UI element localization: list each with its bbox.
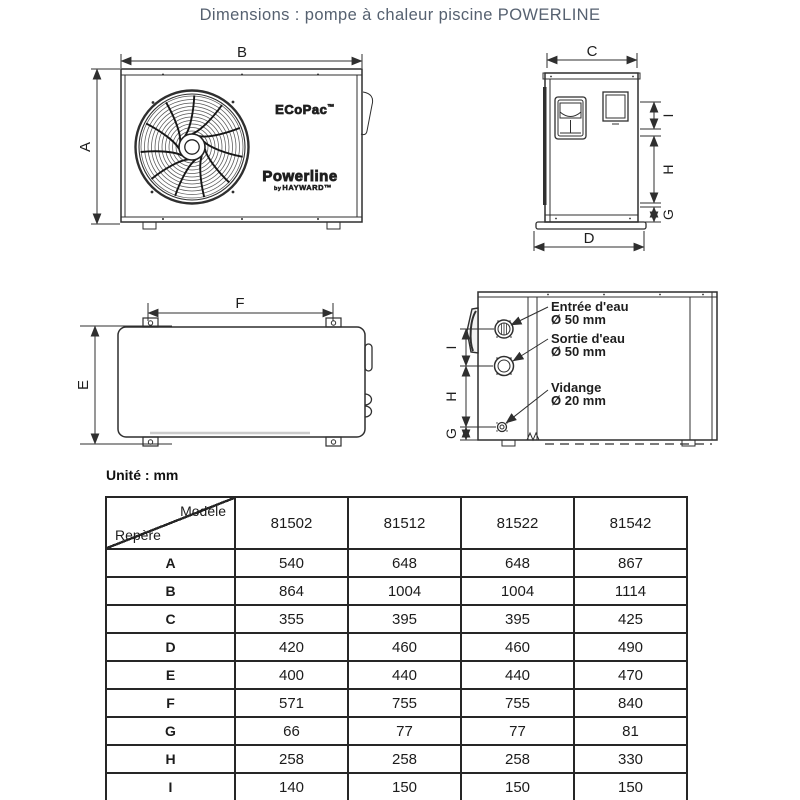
dimension-value: 460 — [461, 633, 574, 661]
side-right-dims — [640, 102, 676, 222]
model-header: 81512 — [348, 497, 461, 549]
dimension-value: 440 — [348, 661, 461, 689]
dimension-value: 355 — [235, 605, 348, 633]
table-row — [106, 661, 687, 689]
dimension-value: 150 — [348, 773, 461, 800]
dim-label-c: C — [586, 43, 598, 60]
dimension-value: 840 — [574, 689, 687, 717]
dim-label-i: I — [660, 113, 676, 118]
powerline-logo: Powerline — [262, 168, 338, 185]
table-row — [106, 577, 687, 605]
dimension-value: 395 — [461, 605, 574, 633]
dim-c — [547, 43, 637, 68]
dimension-value: 755 — [461, 689, 574, 717]
page-title: Dimensions : pompe à chaleur piscine POWERLINE — [199, 6, 601, 24]
control-panel — [555, 97, 586, 139]
repere-label: I — [106, 773, 235, 800]
dimension-value: 755 — [348, 689, 461, 717]
dim-label-h: H — [660, 164, 676, 175]
table-header-row — [106, 497, 687, 549]
drain-label: Vidange — [551, 380, 602, 395]
dim-label-g: G — [660, 209, 676, 220]
dimension-value: 81 — [574, 717, 687, 745]
back-foot-right — [682, 440, 695, 446]
dimensions-table — [105, 496, 688, 800]
side-window — [603, 92, 628, 124]
model-header: 81542 — [574, 497, 687, 549]
dimension-value: 571 — [235, 689, 348, 717]
dim-e — [75, 326, 172, 444]
dimension-value: 867 — [574, 549, 687, 577]
dimension-value: 470 — [574, 661, 687, 689]
table-row — [106, 773, 687, 800]
ecopac-logo — [275, 102, 335, 117]
hayward-logo — [274, 183, 332, 192]
dim-label-i: I — [443, 345, 459, 350]
dim-label-e: E — [75, 379, 92, 391]
repere-label: A — [106, 549, 235, 577]
back-foot-left — [502, 440, 515, 446]
top-body — [118, 318, 372, 446]
side-view-drawing — [500, 40, 685, 255]
dim-d — [534, 230, 644, 251]
table-row — [106, 605, 687, 633]
dimension-value: 440 — [461, 661, 574, 689]
dimension-value: 425 — [574, 605, 687, 633]
dim-label-h: H — [443, 391, 459, 402]
dimension-value: 258 — [235, 745, 348, 773]
drain-port — [496, 422, 507, 431]
dim-a — [77, 69, 120, 224]
dimension-value: 460 — [348, 633, 461, 661]
side-connectors — [365, 344, 372, 417]
model-header: 81522 — [461, 497, 574, 549]
dimension-value: 66 — [235, 717, 348, 745]
table-row — [106, 549, 687, 577]
repere-label: C — [106, 605, 235, 633]
table-row — [106, 633, 687, 661]
outlet-size: Ø 50 mm — [551, 344, 606, 359]
side-cabinet — [536, 73, 646, 229]
dimension-value: 420 — [235, 633, 348, 661]
dimension-value: 258 — [348, 745, 461, 773]
repere-label: E — [106, 661, 235, 689]
outlet-label: Sortie d'eau — [551, 331, 625, 346]
table-row — [106, 717, 687, 745]
side-base — [536, 222, 646, 229]
table-corner-cell — [106, 497, 235, 549]
dim-label-f: F — [235, 295, 245, 312]
mounting-feet — [143, 318, 341, 446]
dim-label-a: A — [77, 141, 94, 153]
water-outlet-port — [495, 357, 514, 376]
port-callouts — [506, 299, 629, 423]
dimension-value: 648 — [461, 549, 574, 577]
front-view-drawing — [77, 40, 390, 240]
hayward-text: HAYWARD™ — [282, 183, 332, 192]
fan-icon — [136, 91, 249, 204]
dim-b — [121, 44, 362, 68]
hayward-by: by — [274, 186, 282, 192]
back-view-drawing — [440, 285, 730, 455]
dimension-value: 77 — [461, 717, 574, 745]
repere-label: D — [106, 633, 235, 661]
side-fin-strip — [543, 87, 547, 205]
dimension-value: 77 — [348, 717, 461, 745]
drain-size: Ø 20 mm — [551, 393, 606, 408]
repere-label: H — [106, 745, 235, 773]
table-row — [106, 745, 687, 773]
dimension-value: 330 — [574, 745, 687, 773]
repere-label: B — [106, 577, 235, 605]
dimension-value: 1114 — [574, 577, 687, 605]
dimension-value: 395 — [348, 605, 461, 633]
dimension-value: 400 — [235, 661, 348, 689]
dim-label-d: D — [583, 230, 595, 247]
dim-f — [148, 295, 333, 321]
repere-label: G — [106, 717, 235, 745]
corner-label-repere: Repère — [115, 527, 161, 543]
water-inlet-port — [495, 320, 513, 338]
dimension-value: 150 — [574, 773, 687, 800]
unit-label: Unité : mm — [106, 467, 179, 483]
ecopac-tm: ™ — [327, 104, 335, 111]
front-foot-left — [143, 222, 156, 229]
corner-label-modele: Modèle — [180, 503, 226, 519]
repere-label: F — [106, 689, 235, 717]
front-foot-right — [327, 222, 340, 229]
dimension-value: 140 — [235, 773, 348, 800]
dim-label-b: B — [236, 44, 248, 61]
dimension-value: 540 — [235, 549, 348, 577]
ecopac-text: ECoPac — [275, 102, 328, 117]
dimension-value: 864 — [235, 577, 348, 605]
table-row — [106, 689, 687, 717]
dimension-value: 1004 — [348, 577, 461, 605]
dimension-value: 258 — [461, 745, 574, 773]
dim-label-g: G — [443, 428, 459, 439]
dimension-value: 150 — [461, 773, 574, 800]
dimension-value: 648 — [348, 549, 461, 577]
inlet-label: Entrée d'eau — [551, 299, 629, 314]
dimension-value: 1004 — [461, 577, 574, 605]
top-view-drawing — [75, 285, 395, 460]
dimension-value: 490 — [574, 633, 687, 661]
inlet-size: Ø 50 mm — [551, 312, 606, 327]
model-header: 81502 — [235, 497, 348, 549]
